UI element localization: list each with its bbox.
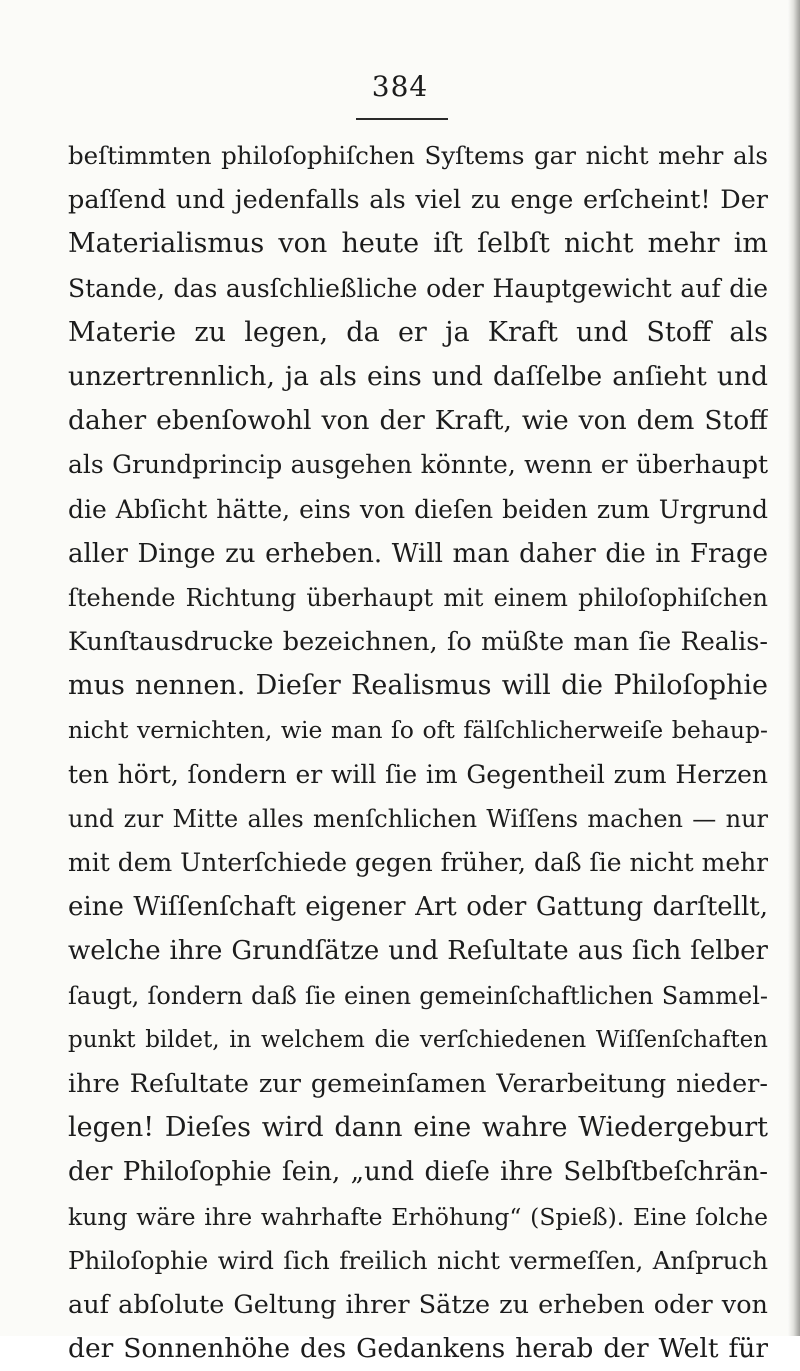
page-edge-shadow	[788, 0, 800, 1336]
text-line: welche ihre Grundſätze und Reſultate aus ſich ſelber	[68, 936, 768, 967]
text-line: Stande, das ausſchließliche oder Hauptgewicht auf die	[68, 273, 768, 303]
text-line: daher ebenſowohl von der Kraft, wie von dem Stoff	[68, 405, 768, 437]
text-line: der Sonnenhöhe des Gedankens herab der Welt für	[68, 1333, 768, 1365]
text-line: mus nennen. Dieſer Realismus will die Philoſophie	[68, 670, 768, 702]
text-line: Materie zu legen, da er ja Kraft und Stoff als	[68, 316, 768, 348]
page-number-rule	[356, 118, 448, 120]
text-line: ſaugt, ſondern daß ſie einen gemeinſchaftlichen Sammel-	[68, 981, 768, 1010]
body-text	[68, 134, 768, 1371]
text-line: Materialismus von heute iſt ſelbſt nicht mehr im	[68, 228, 768, 260]
text-line: kung wäre ihre wahrhafte Erhöhung“ (Spieß). Eine ſolche	[68, 1202, 768, 1231]
text-line: mit dem Unterſchiede gegen früher, daß ſie nicht mehr	[68, 848, 768, 877]
text-line: beſtimmten philoſophiſchen Syſtems gar nicht mehr als	[68, 141, 768, 170]
text-line: Philoſophie wird ſich freilich nicht vermeſſen, Anſpruch	[68, 1245, 768, 1275]
text-line: punkt bildet, in welchem die verſchiedenen Wiſſenſchaften	[68, 1026, 768, 1053]
text-line: eine Wiſſenſchaft eigener Art oder Gattung darſtellt,	[68, 892, 768, 923]
text-line: als Grundprincip ausgehen könnte, wenn er überhaupt	[68, 450, 768, 480]
text-line: aller Dinge zu erheben. Will man daher die in Frage	[68, 538, 768, 569]
text-line: paſſend und jedenfalls als viel zu enge erſcheint! Der	[68, 185, 768, 216]
page-number: 384	[371, 70, 429, 103]
text-line: ten hört, ſondern er will ſie im Gegentheil zum Herzen	[68, 759, 768, 789]
text-line: auf abſolute Geltung ihrer Sätze zu erheben oder von	[68, 1289, 768, 1320]
text-line: und zur Mitte alles menſchlichen Wiſſens machen — nur	[68, 804, 768, 833]
text-line: ſtehende Richtung überhaupt mit einem philoſophiſchen	[68, 583, 768, 612]
text-line: ihre Reſultate zur gemeinſamen Verarbeitung nieder-	[68, 1068, 768, 1099]
text-line: der Philoſophie ſein, „und dieſe ihre Selbſtbeſchrän-	[68, 1157, 768, 1188]
text-line: unzertrennlich, ja als eins und daſſelbe anſieht und	[68, 360, 768, 392]
text-line: legen! Dieſes wird dann eine wahre Wiedergeburt	[68, 1112, 768, 1144]
text-line: die Abſicht hätte, eins von dieſen beiden zum Urgrund	[68, 494, 768, 524]
text-line: Kunſtausdrucke bezeichnen, ſo müßte man ſie Realis-	[68, 627, 768, 658]
text-line: nicht vernichten, wie man ſo oft fälſchlicherweiſe behaup-	[68, 716, 768, 745]
